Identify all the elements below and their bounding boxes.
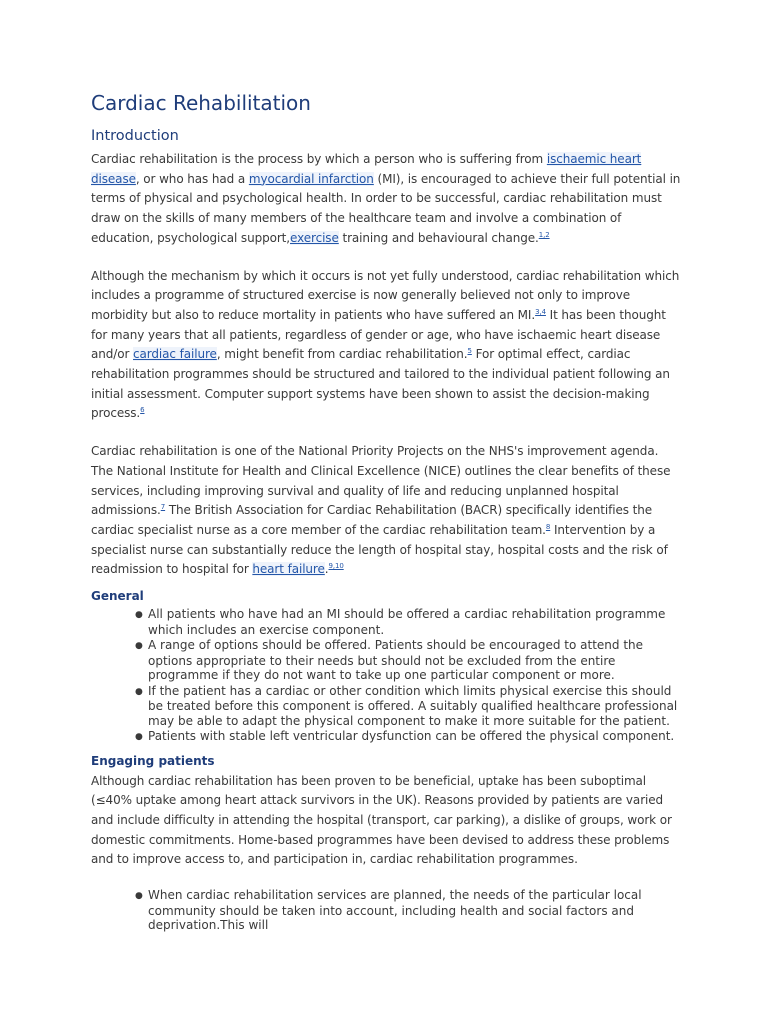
- section-heading-engaging-patients: Engaging patients: [91, 753, 215, 768]
- article-content: [91, 90, 681, 939]
- paragraph-engaging: Although cardiac rehabilitation has been proven to be beneficial, uptake has been suboptimal (≤40% uptake among heart attack survivors in the UK). Reasons provided by patients are varied and include difficulty in attending the hospital (transport, car parking), a dislike of groups, work or domestic commitments. Home-based programmes have been devised to address these problems and to improve access to, and participation in, cardiac rehabilitation programmes.: [91, 773, 672, 867]
- bullet-icon: ●: [135, 641, 143, 652]
- footnote-link[interactable]: 3,4: [535, 307, 546, 316]
- link-exercise[interactable]: exercise: [290, 230, 339, 245]
- list-item: ● A range of options should be offered. Patients should be encouraged to attend the options appropriate to their needs but should not be excluded from the entire programme if they do not want to take up one particular component or more.: [135, 638, 644, 683]
- link-cardiac-failure[interactable]: cardiac failure: [133, 347, 217, 362]
- list-item: ● All patients who have had an MI should be offered a cardiac rehabilitation programme which includes an exercise component.: [135, 607, 666, 637]
- list-item: ● When cardiac rehabilitation services are planned, the needs of the particular local community should be taken into account, including health and social factors and deprivation.This will: [135, 888, 642, 933]
- bullet-icon: ●: [135, 732, 143, 743]
- footnote-link[interactable]: 7: [160, 503, 166, 512]
- paragraph-intro-1: Cardiac rehabilitation is the process by which a person who is suffering from ischaemic heart disease, or who has had a myocardial infarction (MI), is encouraged to achieve their full potential in terms of physical and psychological health. In order to be successful, cardiac rehabilitation must draw on the skills of many members of the healthcare team and involve a combination of education, psychological support,exercise training and behavioural change.$^{1,2}$: [91, 152, 681, 245]
- general-list: [91, 607, 681, 745]
- engaging-list: [91, 888, 681, 933]
- bullet-icon: ●: [135, 610, 143, 621]
- footnote-link[interactable]: 1,2: [538, 230, 550, 239]
- footnote-link[interactable]: 8: [545, 522, 551, 531]
- page-title: Cardiac Rehabilitation: [91, 91, 311, 115]
- paragraph-intro-3: Cardiac rehabilitation is one of the National Priority Projects on the NHS's improvement agenda. The National Institute for Health and Clinical Excellence (NICE) outlines the clear benefits of these services, including improving survival and quality of life and reducing unplanned hospital admissions.$^7$ The British Association for Cardiac Rehabilitation (BACR) specifically identifies the cardiac specialist nurse as a core member of the cardiac rehabilitation team.$^8$ Intervention by a specialist nurse can substantially reduce the length of hospital stay, hospital costs and the risk of readmission to hospital for heart failure.$^{9,10}$: [91, 444, 671, 577]
- paragraph-intro-2: Although the mechanism by which it occurs is not yet fully understood, cardiac rehabilitation which includes a programme of structured exercise is now generally believed not only to improve morbidity but also to reduce mortality in patients who have suffered an MI.$^{3,4}$ It has been thought for many years that all patients, regardless of gender or age, who have ischaemic heart disease and/or cardiac failure, might benefit from cardiac rehabilitation.$^5$ For optimal effect, cardiac rehabilitation programmes should be structured and tailored to the individual patient following an initial assessment. Computer support systems have been shown to assist the decision-making process.$^6$: [91, 268, 680, 421]
- footnote-link[interactable]: 5: [467, 347, 472, 356]
- list-item: ● Patients with stable left ventricular dysfunction can be offered the physical component.: [135, 729, 675, 744]
- link-ischaemic-heart-disease[interactable]: ischaemic heart disease: [91, 152, 642, 186]
- section-heading-general: General: [91, 589, 144, 604]
- link-myocardial-infarction[interactable]: myocardial infarction: [248, 171, 374, 186]
- list-item: ● If the patient has a cardiac or other condition which limits physical exercise this should be treated before this component is offered. A suitably qualified healthcare professional may be able to adapt the physical component to make it more suitable for the patient.: [135, 683, 678, 728]
- bullet-icon: ●: [135, 686, 143, 697]
- bullet-icon: ●: [135, 891, 143, 902]
- section-heading-introduction: Introduction: [91, 128, 179, 144]
- footnote-link[interactable]: 6: [140, 406, 145, 415]
- link-heart-failure[interactable]: heart failure: [252, 562, 325, 577]
- footnote-link[interactable]: 9,10: [328, 562, 344, 571]
